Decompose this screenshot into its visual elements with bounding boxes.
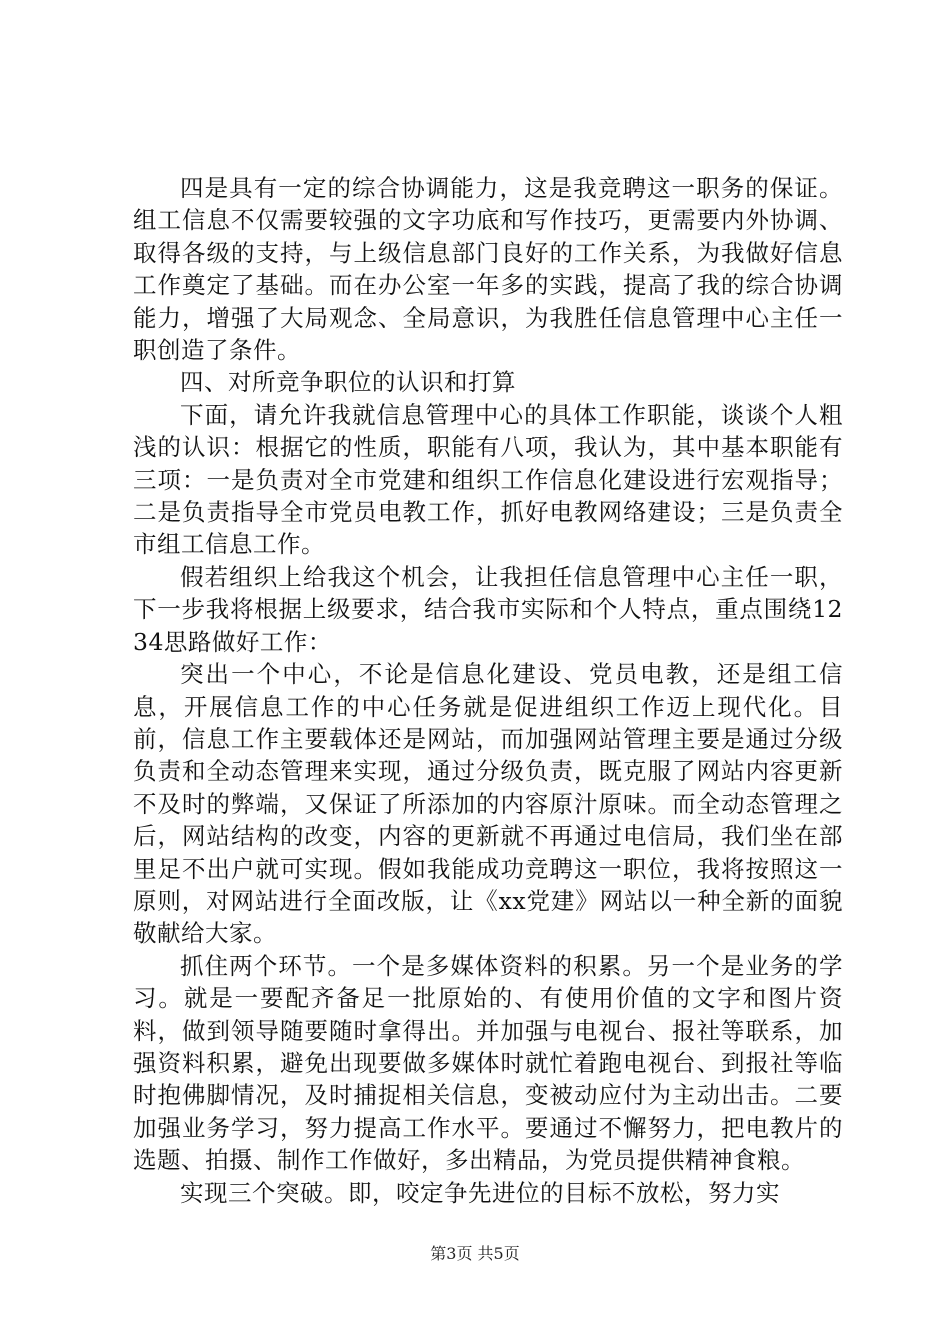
page-footer: 第3页 共5页 <box>430 1244 520 1263</box>
paragraph-one-center: 突出一个中心，不论是信息化建设、党员电教，还是组工信息，开展信息工作的中心任务就是促进组织工作迈上现代化。目前，信息工作主要载体还是网站，而加强网站管理主要是通过分级负责和全动态管理来实现，通过分级负责，既克服了网站内容更新不及时的弊端，又保证了所添加的内容原汁原味。而全动态管理之后，网站结构的改变，内容的更新就不再通过电信局，我们坐在部里足不出户就可实现。假如我能成功竞聘这一职位，我将按照这一原则，对网站进行全面改版，让《xx党建》网站以一种全新的面貌敬献给大家。 <box>133 660 843 948</box>
body-text <box>133 172 843 1209</box>
paragraph-three-breakthroughs: 实现三个突破。即，咬定争先进位的目标不放松，努力实 <box>180 1178 780 1207</box>
paragraph-coordination-ability: 四是具有一定的综合协调能力，这是我竞聘这一职务的保证。组工信息不仅需要较强的文字功底和写作技巧，更需要内外协调、取得各级的支持，与上级信息部门良好的工作关系，为我做好信息工作奠定了基础。而在办公室一年多的实践，提高了我的综合协调能力，增强了大局观念、全局意识，为我胜任信息管理中心主任一职创造了条件。 <box>133 174 843 365</box>
section-heading-position-plan: 四、对所竞争职位的认识和打算 <box>180 368 516 397</box>
paragraph-center-functions: 下面，请允许我就信息管理中心的具体工作职能，谈谈个人粗浅的认识：根据它的性质，职能有八项，我认为，其中基本职能有三项：一是负责对全市党建和组织工作信息化建设进行宏观指导；二是负责指导全市党员电教工作，抓好电教网络建设；三是负责全市组工信息工作。 <box>133 400 843 559</box>
paragraph-work-plan-intro: 假若组织上给我这个机会，让我担任信息管理中心主任一职，下一步我将根据上级要求，结合我市实际和个人特点，重点围绕1234思路做好工作： <box>133 562 843 656</box>
paragraph-two-links: 抓住两个环节。一个是多媒体资料的积累。另一个是业务的学习。就是一要配齐备足一批原始的、有使用价值的文字和图片资料，做到领导随要随时拿得出。并加强与电视台、报社等联系，加强资料积累，避免出现要做多媒体时就忙着跑电视台、到报社等临时抱佛脚情况，及时捕捉相关信息，变被动应付为主动出击。二要加强业务学习，努力提高工作水平。要通过不懈努力，把电教片的选题、拍摄、制作工作做好，多出精品，为党员提供精神食粮。 <box>133 951 843 1175</box>
